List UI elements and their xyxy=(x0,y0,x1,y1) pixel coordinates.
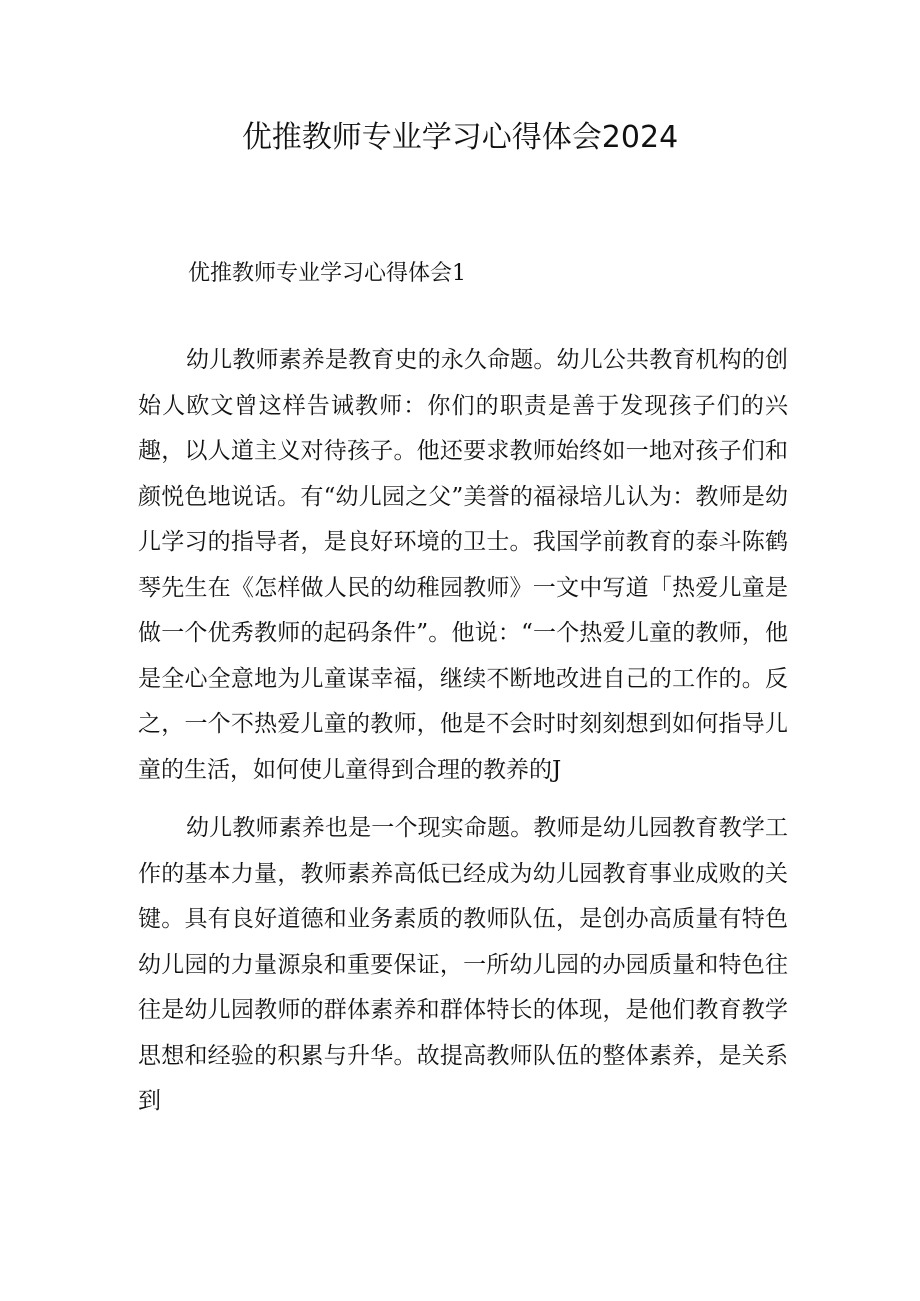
section-heading: 优推教师专业学习心得体会1 xyxy=(188,261,466,286)
body-paragraph-2: 幼儿教师素养也是一个现实命题。教师是幼儿园教育教学工作的基本力量，教师素养高低已经成为幼儿园教育事业成败的关键。具有良好道德和业务素质的教师队伍，是创办高质量有特色幼儿园的力量源泉和重要保证，一所幼儿园的办园质量和特色往往是幼儿园教师的群体素养和群体特长的体现，是他们教育教学思想和经验的积累与升华。故提高教师队伍的整体素养，是关系到 xyxy=(138,815,788,1114)
document-title: 优推教师专业学习心得体会2024 xyxy=(241,120,679,155)
body-paragraph-1: 幼儿教师素养是教育史的永久命题。幼儿公共教育机构的创始人欧文曾这样告诫教师：你们的职责是善于发现孩子们的兴趣，以人道主义对待孩子。他还要求教师始终如一地对孩子们和颜悦色地说话。有“幼儿园之父”美誉的福禄培儿认为：教师是幼儿学习的指导者，是良好环境的卫士。我国学前教育的泰斗陈鹤琴先生在《怎样做人民的幼稚园教师》一文中写道「热爱儿童是做一个优秀教师的起码条件”。他说：“一个热爱儿童的教师，他是全心全意地为儿童谋幸福，继续不断地改进自己的工作的。反之，一个不热爱儿童的教师，他是不会时时刻刻想到如何指导儿童的生活，如何使儿童得到合理的教养的J xyxy=(138,347,788,783)
